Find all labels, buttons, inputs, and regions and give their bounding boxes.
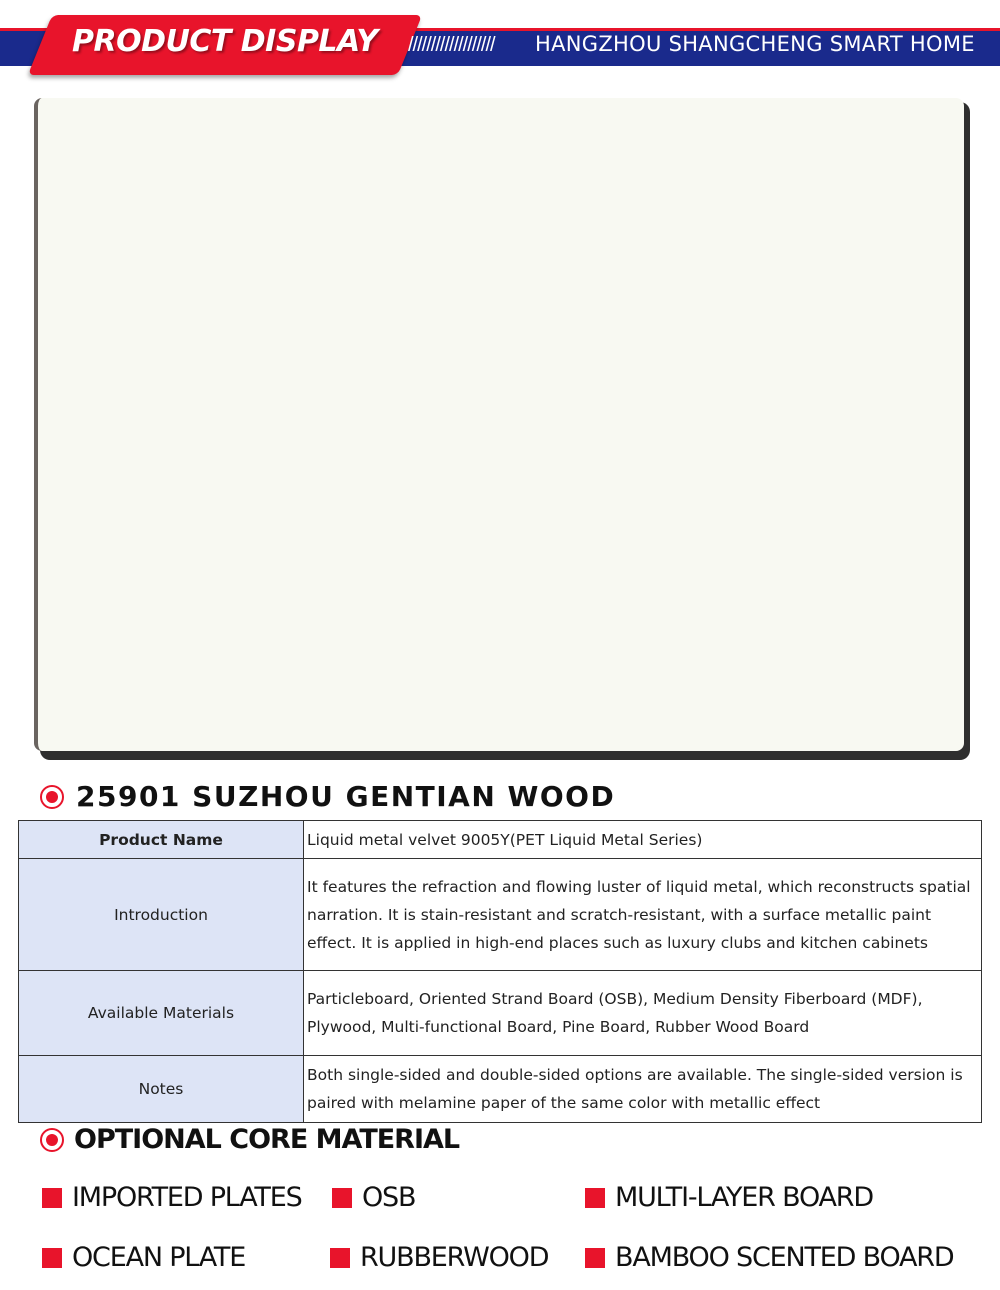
red-square-icon — [585, 1248, 605, 1268]
material-label: MULTI-LAYER BOARD — [615, 1182, 873, 1213]
banner-decorative-slashes: /////////////////// — [408, 34, 495, 56]
material-label: RUBBERWOOD — [360, 1242, 549, 1273]
table-row — [19, 821, 982, 859]
row-value: It features the refraction and flowing luster of liquid metal, which reconstructs spatial narration. It is stain-resistant and scratch-resistant, with a surface metallic paint effect. It is applied in high-end places such as luxury clubs and kitchen cabinets — [304, 859, 982, 971]
list-item — [42, 1242, 245, 1273]
list-item — [332, 1182, 415, 1213]
product-heading — [40, 780, 615, 813]
material-label: BAMBOO SCENTED BOARD — [615, 1242, 954, 1273]
row-value: Liquid metal velvet 9005Y(PET Liquid Metal Series) — [304, 821, 982, 859]
company-name: HANGZHOU SHANGCHENG SMART HOME — [535, 32, 975, 56]
product-title: 25901 SUZHOU GENTIAN WOOD — [76, 780, 616, 813]
table-row — [19, 971, 982, 1056]
row-label: Introduction — [19, 859, 304, 971]
table-row — [19, 859, 982, 971]
red-square-icon — [42, 1248, 62, 1268]
row-value: Both single-sided and double-sided options are available. The single-sided version is paired with melamine paper of the same color with metallic effect — [304, 1056, 982, 1123]
material-label: OCEAN PLATE — [72, 1242, 246, 1273]
red-square-icon — [42, 1188, 62, 1208]
core-material-heading — [40, 1124, 459, 1155]
row-value: Particleboard, Oriented Strand Board (OSB), Medium Density Fiberboard (MDF), Plywood, Multi-functional Board, Pine Board, Rubber Wood Board — [304, 971, 982, 1056]
spec-table — [18, 820, 982, 1123]
material-label: IMPORTED PLATES — [72, 1182, 302, 1213]
red-square-icon — [332, 1188, 352, 1208]
row-label: Available Materials — [19, 971, 304, 1056]
red-square-icon — [585, 1188, 605, 1208]
red-bullet-icon — [40, 1128, 64, 1152]
red-square-icon — [330, 1248, 350, 1268]
list-item — [42, 1182, 302, 1213]
red-bullet-icon — [40, 785, 64, 809]
table-row — [19, 1056, 982, 1123]
product-swatch-image — [34, 98, 964, 751]
page-title: PRODUCT DISPLAY — [72, 24, 378, 59]
list-item — [585, 1242, 953, 1273]
header-banner — [0, 0, 1000, 80]
row-label: Product Name — [19, 821, 304, 859]
row-label: Notes — [19, 1056, 304, 1123]
material-label: OSB — [362, 1182, 416, 1213]
list-item — [330, 1242, 548, 1273]
core-material-title: OPTIONAL CORE MATERIAL — [74, 1124, 460, 1155]
list-item — [585, 1182, 873, 1213]
